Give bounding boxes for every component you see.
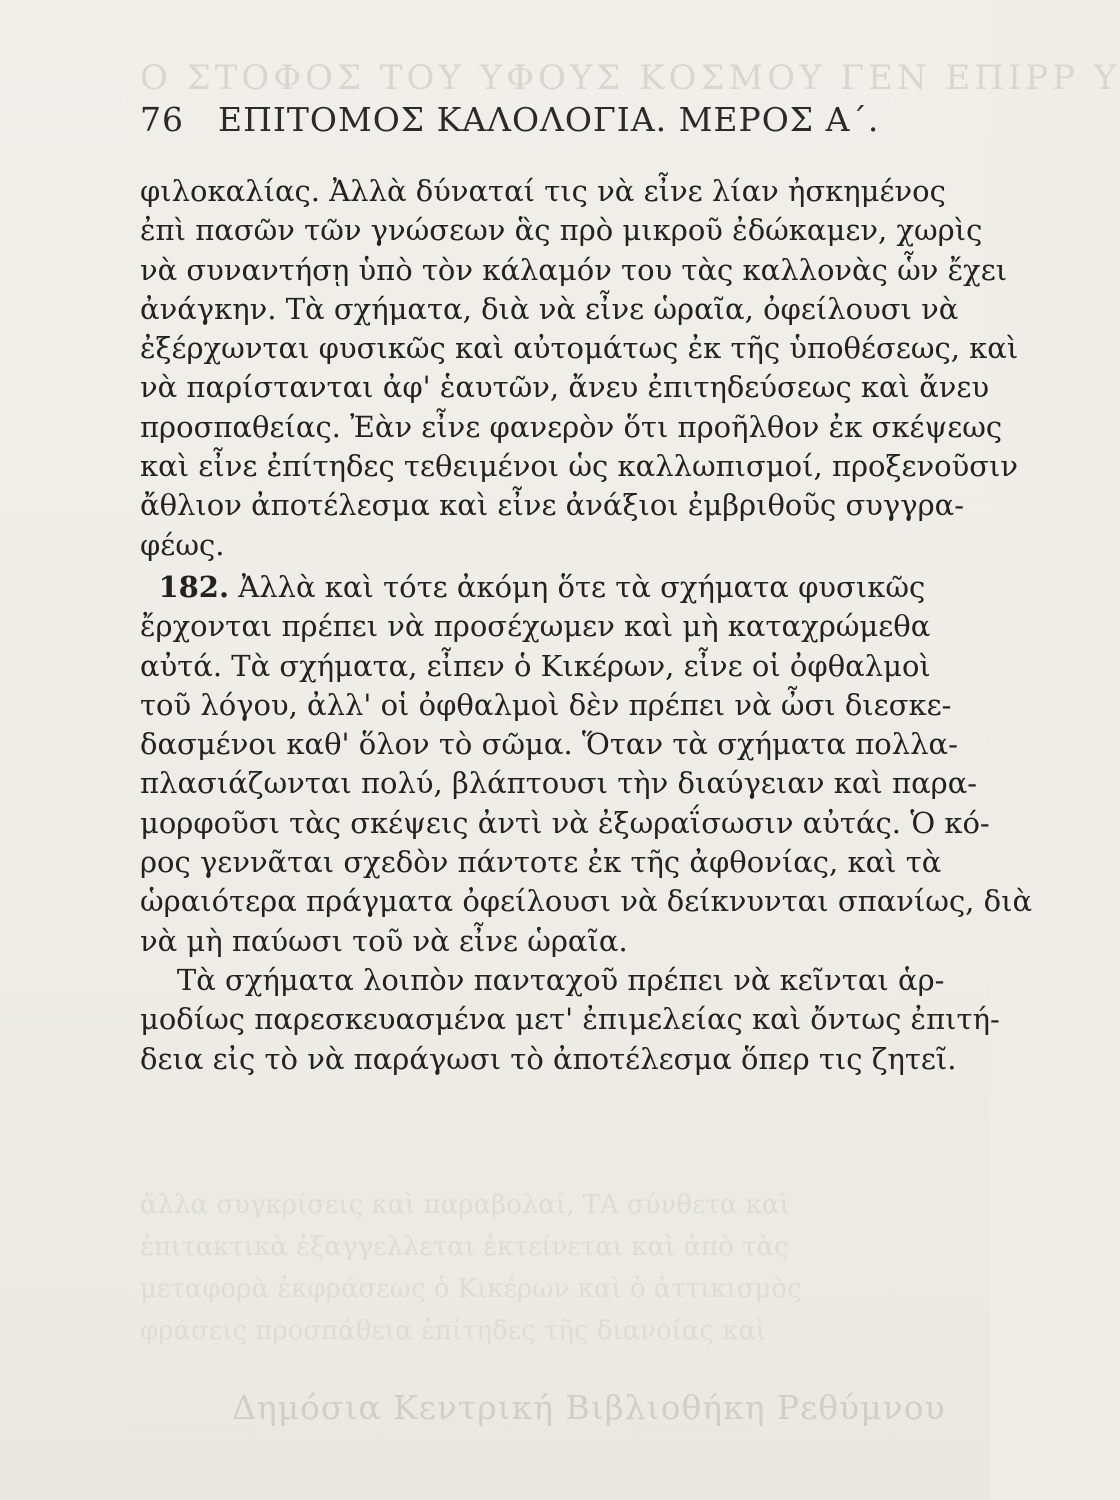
text-line: δεια εἰς τὸ νὰ παράγωσι τὸ ἀποτέλεσμα ὅπερ τις ζητεῖ. [140, 1041, 957, 1076]
section-number: 182. [158, 569, 230, 604]
bleed-through-text: ἐπιτακτικὰ ἐξαγγελλεται ἐκτείνεται καὶ ἀπὸ τὰς [140, 1232, 789, 1262]
paragraph-3 [140, 961, 1000, 1079]
text-line: τοῦ λόγου, ἀλλ' οἱ ὀφθαλμοὶ δὲν πρέπει νὰ ὦσι διεσκε- [140, 687, 952, 722]
text-line: φιλοκαλίας. Ἀλλὰ δύναταί τις νὰ εἶνε λίαν ἠσκημένος [140, 174, 946, 208]
paragraph-2 [140, 568, 1033, 961]
text-line: δασμένοι καθ' ὅλον τὸ σῶμα. Ὅταν τὰ σχήματα πολλα- [140, 727, 958, 762]
running-title: ΕΠΙΤΟΜΟΣ ΚΑΛΟΛΟΓΙΑ. ΜΕΡΟΣ Α΄. [218, 100, 880, 139]
running-header [140, 100, 930, 139]
body-text [140, 172, 1033, 1079]
text-line: ἀνάγκην. Τὰ σχήματα, διὰ νὰ εἶνε ὡραῖα, ὀφείλουσι νὰ [140, 291, 959, 326]
text-line: προσπαθείας. Ἐὰν εἶνε φανερὸν ὅτι προῆλθον ἐκ σκέψεως [140, 409, 1003, 444]
library-stamp: Δημόσια Κεντρική Βιβλιοθήκη Ρεθύμνου [232, 1388, 946, 1427]
bleed-through-text: Ο ΣΤΟΦΟΣ ΤΟΥ ΥΦΟΥΣ ΚΟΣΜΟΥ ΓΕΝ ΕΠΙΡΡ Υ [140, 58, 1120, 98]
text-line: νὰ συναντήσῃ ὑπὸ τὸν κάλαμόν του τὰς καλλονὰς ὧν ἔχει [140, 252, 1008, 287]
paragraph-1 [140, 172, 1019, 565]
text-line: καὶ εἶνε ἐπίτηδες τεθειμένοι ὡς καλλωπισμοί, προξενοῦσιν [140, 449, 1019, 484]
bleed-through-text: ἄλλα συγκρίσεις καὶ παραβολαί, ΤΑ σύνθετα καὶ [140, 1190, 790, 1220]
text-line: ἐξέρχωνται φυσικῶς καὶ αὐτομάτως ἐκ τῆς ὑποθέσεως, καὶ [140, 331, 1019, 366]
page-number: 76 [140, 100, 184, 139]
text-line [140, 961, 945, 1000]
text-line: πλασιάζωνται πολύ, βλάπτουσι τὴν διαύγειαν καὶ παρα- [140, 766, 978, 801]
text-line: Ἀλλὰ καὶ τότε ἀκόμη ὅτε τὰ σχήματα φυσικῶς [238, 569, 926, 604]
bleed-through-text: φράσεις προσπάθεια ἐπίτηδες τῆς διανοίας καὶ [140, 1316, 767, 1346]
text-line: αὐτά. Τὰ σχήματα, εἶπεν ὁ Κικέρων, εἶνε οἱ ὀφθαλμοὶ [140, 648, 931, 683]
text-line: φέως. [140, 527, 225, 562]
text-line-content: Τὰ σχήματα λοιπὸν πανταχοῦ πρέπει νὰ κεῖνται ἁρ- [176, 962, 945, 997]
text-line: ἄθλιον ἀποτέλεσμα καὶ εἶνε ἀνάξιοι ἐμβριθοῦς συγγρα- [140, 488, 964, 523]
text-line: νὰ παρίστανται ἀφ' ἑαυτῶν, ἄνευ ἐπιτηδεύσεως καὶ ἄνευ [140, 370, 990, 405]
text-line: ὡραιότερα πράγματα ὀφείλουσι νὰ δείκνυνται σπανίως, διὰ [140, 884, 1033, 919]
bleed-through-text: μεταφορὰ ἐκφράσεως ὁ Κικέρων καὶ ὁ ἀττικισμὸς [140, 1274, 802, 1304]
text-line: ἔρχονται πρέπει νὰ προσέχωμεν καὶ μὴ καταχρώμεθα [140, 609, 931, 644]
text-line: νὰ μὴ παύωσι τοῦ νὰ εἶνε ὡραῖα. [140, 923, 628, 958]
section-first-line [140, 568, 940, 607]
text-line: μοδίως παρεσκευασμένα μετ' ἐπιμελείας καὶ ὄντως ἐπιτή- [140, 1002, 1000, 1037]
text-line: ἐπὶ πασῶν τῶν γνώσεων ἃς πρὸ μικροῦ ἐδώκαμεν, χωρὶς [140, 213, 983, 248]
text-line: ρος γεννᾶται σχεδὸν πάντοτε ἐκ τῆς ἀφθονίας, καὶ τὰ [140, 845, 942, 880]
text-line: μορφοῦσι τὰς σκέψεις ἀντὶ νὰ ἐξωραΐσωσιν αὐτάς. Ὁ κό- [140, 805, 990, 840]
